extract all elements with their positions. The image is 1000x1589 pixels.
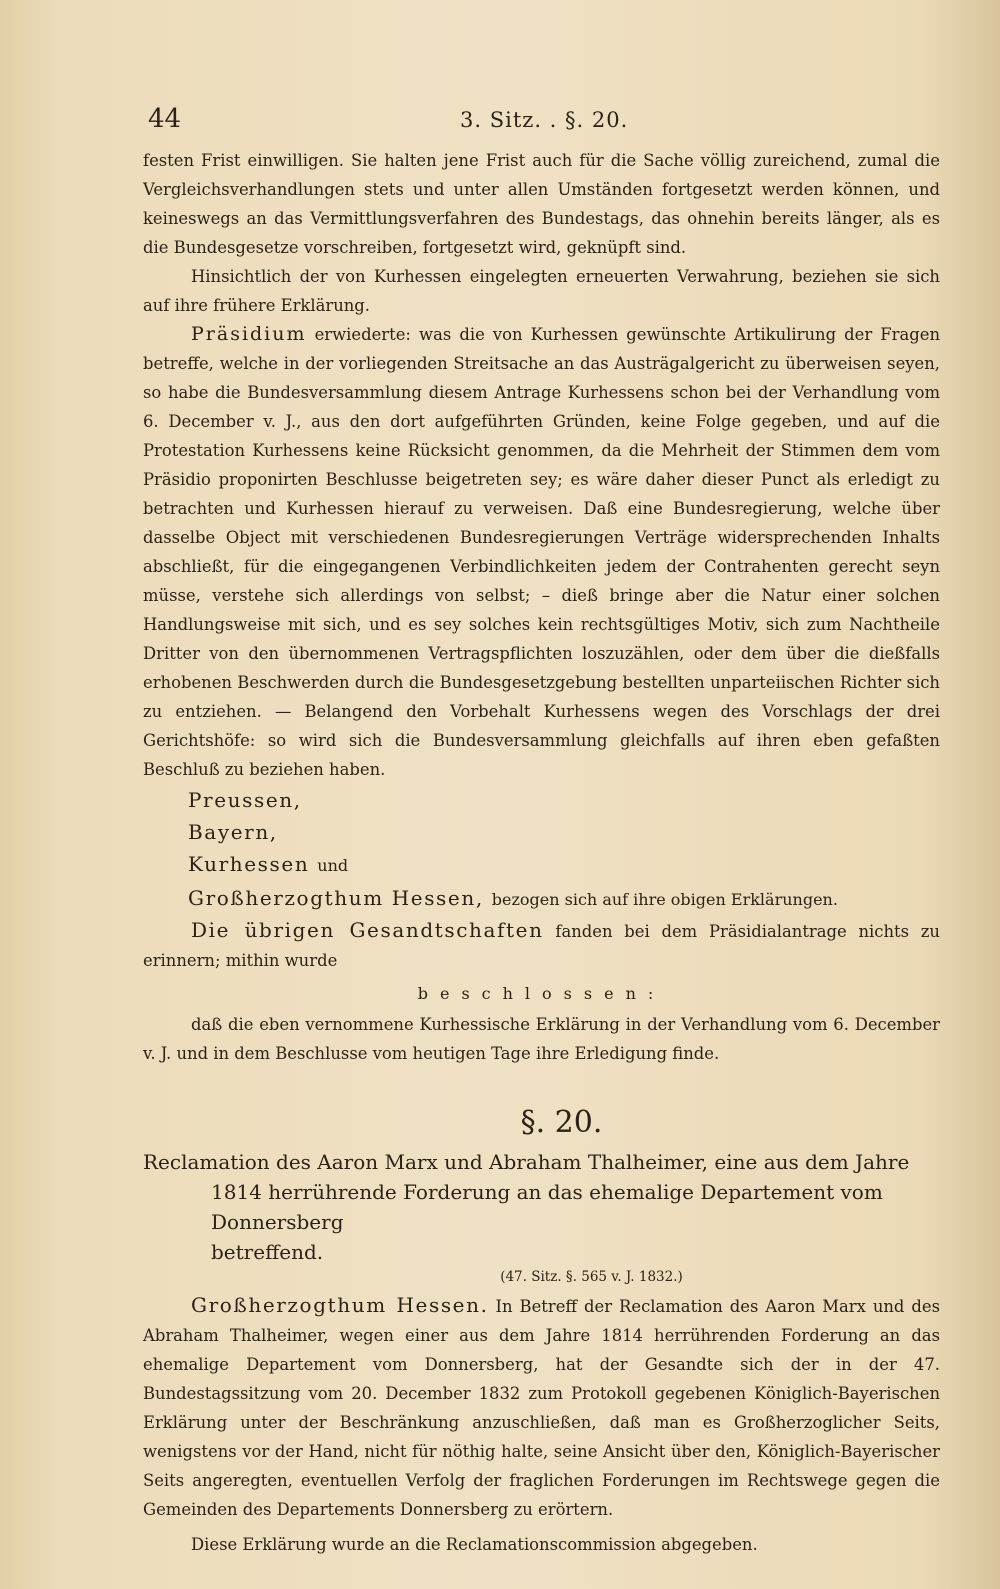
paragraph-presidium [143, 320, 940, 784]
speaker-kurhessen-suffix: und [317, 856, 349, 875]
page-number: 44 [148, 104, 182, 134]
hessen-declaration-text: In Betreff der Reclamation des Aaron Marx und des Abraham Thalheimer, wegen einer aus dem Jahre 1814 herrührenden Forderung an das ehemalige Departement vom Donnersberg, hat der Gesandte sich der in der 47. Bundestagssitzung vom 20. December 1832 zum Protokoll gegebenen Königlich-Bayerischen Erklärung unter der Beschränkung anzuschließen, daß man es Großherzoglicher Seits, wenigstens vor der Hand, nicht für nöthig halte, seine Ansicht über den, Königlich-Bayerischer Seits angeregten, eventuellen Verfolg der fraglichen Forderungen im Rechtswege gegen die Gemeinden des Departements Donnersberg zu erörtern. [143, 1297, 941, 1519]
speaker-hessen [188, 882, 940, 916]
section-title-line1: Reclamation des Aaron Marx und Abraham Thalheimer, eine aus dem Jahre [143, 1150, 910, 1174]
page-body [143, 146, 940, 1559]
speaker-hessen-name: Großherzogthum Hessen, [188, 886, 484, 910]
page-header [140, 104, 930, 144]
section-citation: (47. Sitz. §. 565 v. J. 1832.) [500, 1269, 683, 1285]
paragraph-other-delegations [143, 916, 940, 975]
section-title-line2: 1814 herrührende Forderung an das ehemalige Departement vom Donnersberg [211, 1180, 883, 1234]
section-mark: §. 20. [520, 1105, 603, 1140]
speaker-hessen-suffix: bezogen sich auf ihre obigen Erklärungen. [491, 890, 838, 909]
presidium-text: erwiederte: was die von Kurhessen gewünschte Artikulirung der Fragen betreffe, welche in der vorliegenden Streitsache an das Austrägalgericht zu überweisen seyen, so habe die Bundesversammlung diesem Antrage Kurhessens schon bei der Verhandlung vom 6. December v. J., aus den dort aufgeführten Gründen, keine Folge gegeben, und auf die Protestation Kurhessens keine Rücksicht genommen, da die Mehrheit der Stimmen dem vom Präsidio proponirten Beschlusse beigetreten sey; es wäre daher dieser Punct als erledigt zu betrachten und Kurhessen hierauf zu verweisen. Daß eine Bundesregierung, welche über dasselbe Object mit verschiedenen Bundesregierungen Verträge widersprechenden Inhalts abschließt, für die eingegangenen Verbindlichkeiten jedem der Contrahenten gerecht seyn müsse, verstehe sich allerdings von selbst; – dieß bringe aber die Natur einer solchen Handlungsweise mit sich, und es sey solches kein rechtsgültiges Motiv, sich zum Nachtheile Dritter von den übernommenen Vertragspflichten loszuzählen, oder dem über die dießfalls erhobenen Beschwerden durch die Bundesgesetzgebung bestellten unparteiischen Richter sich zu entziehen. — Belangend den Vorbehalt Kurhessens wegen des Vorschlags der drei Gerichtshöfe: so wird sich die Bundesversammlung gleichfalls auf ihren eben gefaßten Beschluß zu beziehen haben. [143, 325, 940, 779]
paragraph-resolution: daß die eben vernommene Kurhessische Erklärung in der Verhandlung vom 6. December v. J. und in dem Beschlusse vom heutigen Tage ihre Erledigung finde. [143, 1015, 940, 1063]
speaker-kurhessen-name: Kurhessen [188, 852, 310, 876]
paragraph-hessen-declaration [143, 1291, 940, 1524]
paragraph-note: Diese Erklärung wurde an die Reclamationscommission abgegeben. [191, 1535, 758, 1554]
section-title [143, 1147, 940, 1267]
resolved-heading: beschlossen: [417, 984, 666, 1003]
speaker-presidium: Präsidium [191, 323, 307, 345]
speaker-other-delegations: Die übrigen Gesandtschaften [191, 918, 544, 942]
speaker-bavaria: Bayern, [188, 820, 278, 844]
speaker-grand-duchy-hessen: Großherzogthum Hessen. [191, 1293, 489, 1317]
running-head: 3. Sitz. . §. 20. [460, 108, 629, 132]
speaker-prussia: Preussen, [188, 788, 302, 812]
paragraph-continuation: festen Frist einwilligen. Sie halten jene Frist auch für die Sache völlig zureichend, zumal die Vergleichsverhandlungen stets und unter allen Umständen fortgesetzt werden können, und keineswegs an das Vermittlungsverfahren des Bundestags, das ohnehin bereits länger, als es die Bundesgesetze vorschreiben, fortgesetzt wird, geknüpft sind. [143, 151, 940, 257]
paragraph-reservation: Hinsichtlich der von Kurhessen eingelegten erneuerten Verwahrung, beziehen sie sich auf ihre frühere Erklärung. [143, 267, 940, 315]
speaker-kurhessen [188, 848, 940, 882]
section-title-line3: betreffend. [211, 1240, 324, 1264]
other-delegations-text: fanden bei dem Präsidialantrage nichts zu erinnern; mithin wurde [143, 922, 940, 970]
